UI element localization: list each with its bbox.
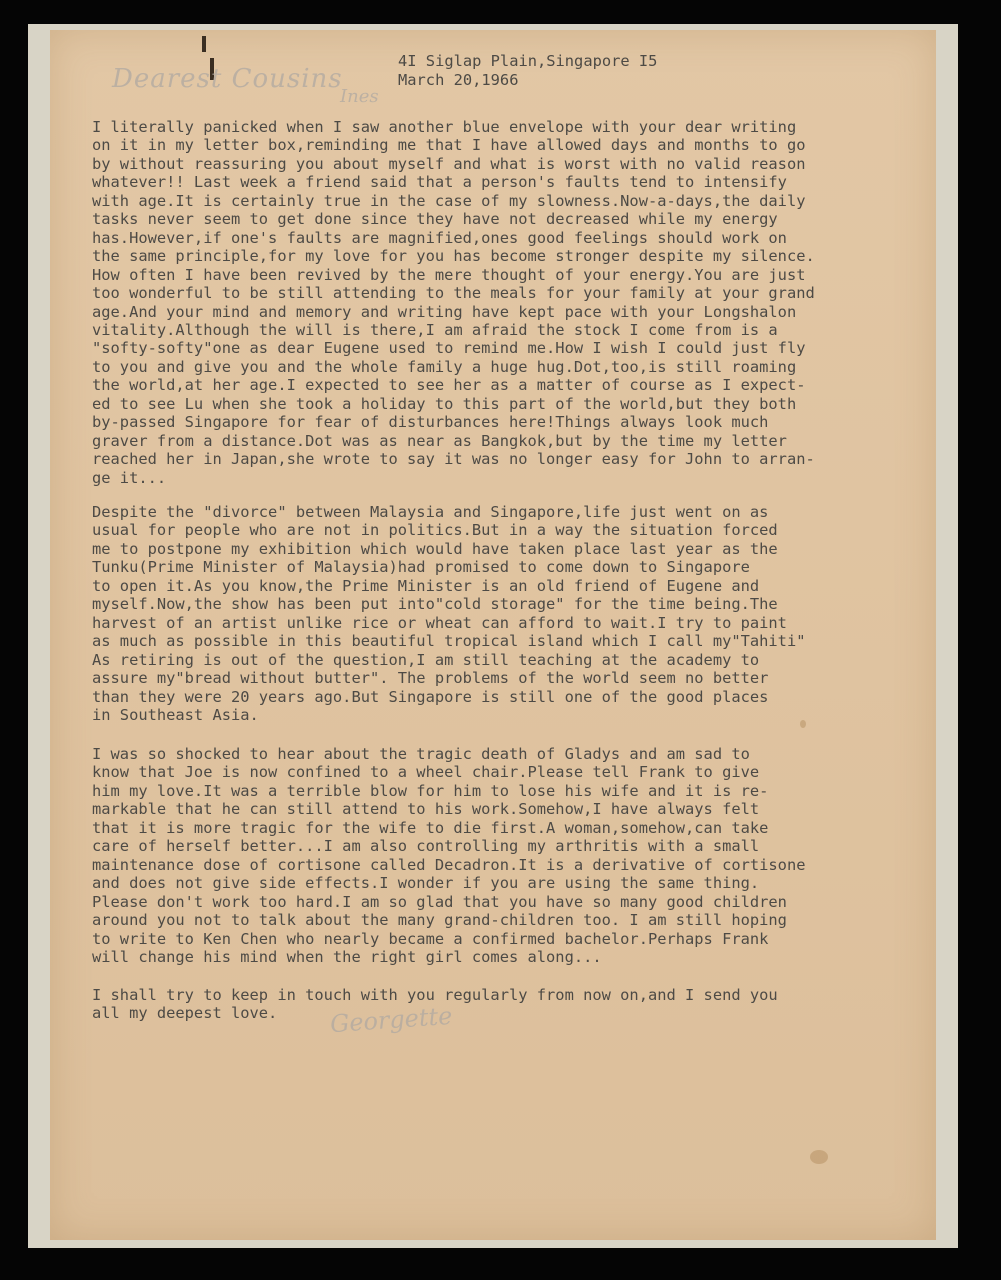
letter-line: I shall try to keep in touch with you regularly from now on,and I send you: [92, 986, 778, 1004]
letter-line: maintenance dose of cortisone called Decadron.It is a derivative of cortisone: [92, 855, 806, 874]
letter-line: whatever!! Last week a friend said that a person's faults tend to intensify: [92, 173, 787, 192]
letter-line: around you not to talk about the many grand-children too. I am still hoping: [92, 911, 787, 930]
handwritten-salutation: Dearest Cousins: [112, 64, 343, 94]
letter-line: age.And your mind and memory and writing have kept pace with your Longshalon: [92, 302, 797, 321]
letter-line: ge it...: [92, 468, 167, 487]
letter-line: Tunku(Prime Minister of Malaysia)had promised to come down to Singapore: [92, 558, 750, 577]
letter-line: will change his mind when the right girl comes along...: [92, 947, 602, 966]
letter-line: graver from a distance.Dot was as near as Bangkok,but by the time my letter: [92, 431, 787, 450]
letter-line: than they were 20 years ago.But Singapore is still one of the good places: [92, 687, 769, 706]
letter-line: I literally panicked when I saw another blue envelope with your dear writing: [92, 118, 797, 136]
letter-line: Despite the "divorce" between Malaysia and Singapore,life just went on as: [92, 503, 769, 521]
letter-line: too wonderful to be still attending to the meals for your family at your grand: [92, 284, 815, 303]
letter-line: has.However,if one's faults are magnified,ones good feelings should work on: [92, 228, 787, 247]
letter-line: in Southeast Asia.: [92, 705, 259, 724]
letter-date: March 20,1966: [398, 71, 519, 89]
letter-line: to open it.As you know,the Prime Minister is an old friend of Eugene and: [92, 576, 760, 595]
letter-line: ed to see Lu when she took a holiday to this part of the world,but they both: [92, 394, 797, 413]
letter-line: myself.Now,the show has been put into"cold storage" for the time being.The: [92, 595, 778, 614]
ink-mark: [202, 36, 206, 52]
letter-line: As retiring is out of the question,I am still teaching at the academy to: [92, 650, 760, 669]
letter-line: reached her in Japan,she wrote to say it was no longer easy for John to arran-: [92, 450, 815, 469]
letter-line: assure my"bread without butter". The problems of the world seem no better: [92, 669, 769, 688]
paper-stain: [800, 720, 806, 728]
letter-line: vitality.Although the will is there,I am afraid the stock I come from is a: [92, 320, 778, 339]
letter-line: to write to Ken Chen who nearly became a confirmed bachelor.Perhaps Frank: [92, 929, 769, 948]
letter-line: Please don't work too hard.I am so glad that you have so many good children: [92, 892, 787, 911]
letter-line: me to postpone my exhibition which would have taken place last year as the: [92, 539, 778, 558]
handwritten-salutation-name: Ines: [340, 86, 379, 107]
letter-line: that it is more tragic for the wife to die first.A woman,somehow,can take: [92, 818, 769, 837]
letter-line: by-passed Singapore for fear of disturbances here!Things always look much: [92, 413, 769, 432]
letter-line: usual for people who are not in politics.But in a way the situation forced: [92, 521, 778, 540]
letter-line: know that Joe is now confined to a wheel chair.Please tell Frank to give: [92, 763, 760, 782]
letter-line: tasks never seem to get done since they have not decreased while my energy: [92, 210, 778, 229]
letter-line: as much as possible in this beautiful tropical island which I call my"Tahiti": [92, 632, 806, 651]
letter-line: markable that he can still attend to his work.Somehow,I have always felt: [92, 800, 760, 819]
letter-line: How often I have been revived by the mere thought of your energy.You are just: [92, 265, 806, 284]
letter-line: on it in my letter box,reminding me that I have allowed days and months to go: [92, 136, 806, 155]
letter-line: by without reassuring you about myself and what is worst with no valid reason: [92, 154, 806, 173]
letter-line: with age.It is certainly true in the case of my slowness.Now-a-days,the daily: [92, 191, 806, 210]
letter-line: harvest of an artist unlike rice or wheat can afford to wait.I try to paint: [92, 613, 787, 632]
handwritten-signature: Georgette: [329, 1001, 454, 1039]
sender-address: 4I Siglap Plain,Singapore I5: [398, 52, 658, 70]
letter-line: all my deepest love.: [92, 1004, 278, 1023]
letter-line: the same principle,for my love for you has become stronger despite my silence.: [92, 247, 815, 266]
letter-line: and does not give side effects.I wonder if you are using the same thing.: [92, 874, 760, 893]
paper-stain: [810, 1150, 828, 1164]
letter-line: "softy-softy"one as dear Eugene used to remind me.How I wish I could just fly: [92, 339, 806, 358]
letter-line: the world,at her age.I expected to see her as a matter of course as I expect-: [92, 376, 806, 395]
letter-line: care of herself better...I am also controlling my arthritis with a small: [92, 837, 760, 856]
letter-line: to you and give you and the whole family a huge hug.Dot,too,is still roaming: [92, 357, 797, 376]
letter-line: I was so shocked to hear about the tragic death of Gladys and am sad to: [92, 745, 750, 763]
letter-line: him my love.It was a terrible blow for him to lose his wife and it is re-: [92, 781, 769, 800]
